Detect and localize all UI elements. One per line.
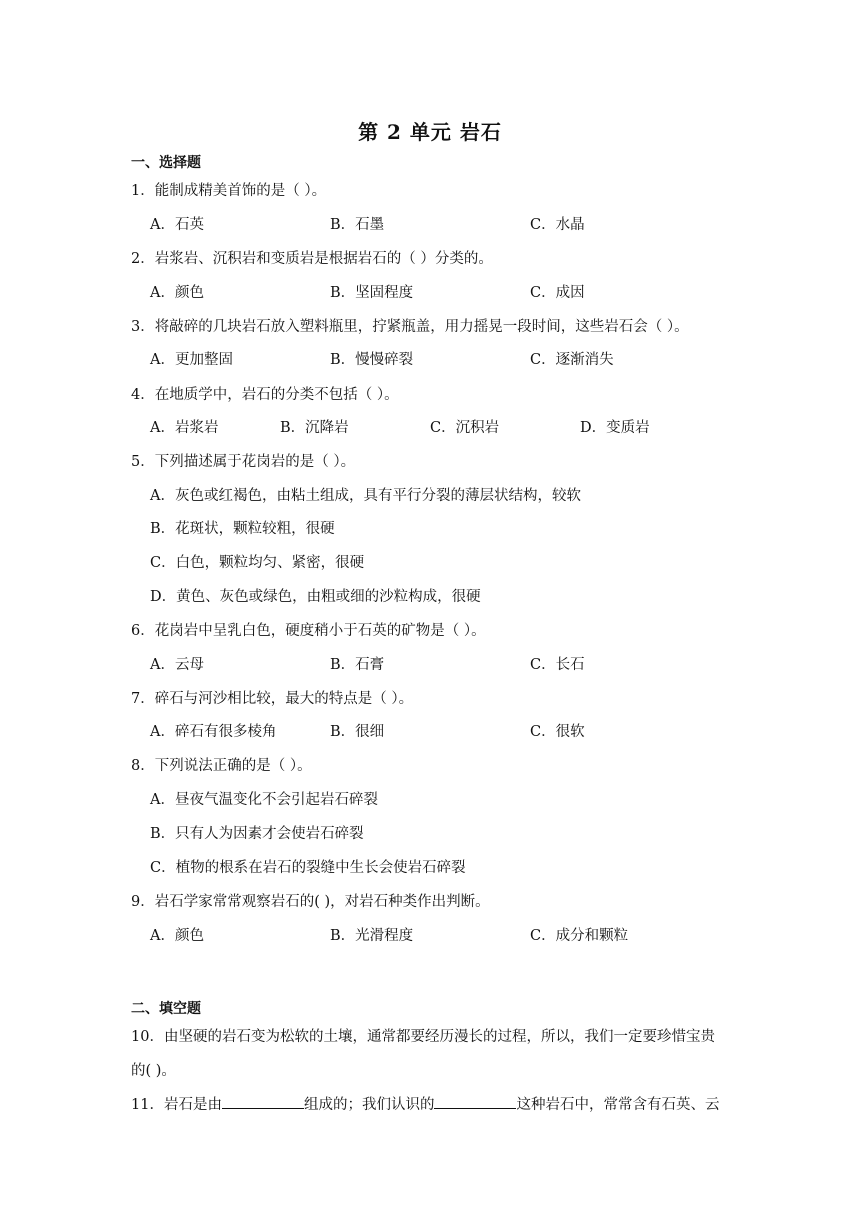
- page-title: 第 2 单元 岩石: [358, 120, 502, 144]
- option: C．长石: [530, 657, 585, 673]
- option: D．变质岩: [580, 420, 650, 436]
- option: A．云母: [150, 657, 204, 673]
- question-stem: 1．能制成精美首饰的是（ ）。: [131, 183, 327, 199]
- option: A．碎石有很多棱角: [150, 724, 277, 740]
- option: D．黄色、灰色或绿色，由粗或细的沙粒构成，很硬: [150, 589, 481, 605]
- option: A．颜色: [150, 285, 204, 301]
- q11-part: 11．岩石是由: [131, 1097, 222, 1113]
- option: B．只有人为因素才会使岩石碎裂: [150, 826, 364, 842]
- options-row: [150, 281, 750, 301]
- options-row: [150, 924, 750, 944]
- option: C．很软: [530, 724, 585, 740]
- option: C．沉积岩: [430, 420, 500, 436]
- option: B．光滑程度: [330, 928, 414, 944]
- option: A．灰色或红褐色，由粘土组成，具有平行分裂的薄层状结构，较软: [150, 488, 581, 504]
- question-stem: 5．下列描述属于花岗岩的是（ ）。: [131, 454, 356, 470]
- option: B．慢慢碎裂: [330, 352, 414, 368]
- section-heading-fill: 二、填空题: [131, 1001, 201, 1017]
- option: C．成因: [530, 285, 585, 301]
- option: C．成分和颗粒: [530, 928, 629, 944]
- options-row: [150, 348, 750, 368]
- option: B．石墨: [330, 217, 385, 233]
- options-row: [150, 416, 750, 436]
- option: C．白色，颗粒均匀、紧密，很硬: [150, 555, 365, 571]
- options-row: [150, 720, 750, 740]
- option: C．植物的根系在岩石的裂缝中生长会使岩石碎裂: [150, 860, 466, 876]
- option: A．颜色: [150, 928, 204, 944]
- option: B．坚固程度: [330, 285, 414, 301]
- option: B．很细: [330, 724, 385, 740]
- section-heading-choice: 一、选择题: [131, 155, 201, 171]
- option: B．沉降岩: [280, 420, 349, 436]
- question-stem: 6．花岗岩中呈乳白色，硬度稍小于石英的矿物是（ ）。: [131, 623, 486, 639]
- option: B．石膏: [330, 657, 385, 673]
- question-stem: 9．岩石学家常常观察岩石的( )，对岩石种类作出判断。: [131, 894, 490, 910]
- option: A．昼夜气温变化不会引起岩石碎裂: [150, 792, 378, 808]
- options-row: [150, 653, 750, 673]
- question-stem: 3．将敲碎的几块岩石放入塑料瓶里，拧紧瓶盖，用力摇晃一段时间，这些岩石会（ ）。: [131, 319, 689, 335]
- q11-part: 组成的；我们认识的: [303, 1097, 435, 1113]
- option: A．石英: [150, 217, 204, 233]
- question-stem: 2．岩浆岩、沉积岩和变质岩是根据岩石的（ ）分类的。: [131, 251, 493, 267]
- option: B．花斑状，颗粒较粗，很硬: [150, 521, 335, 537]
- question-stem: 10．由坚硬的岩石变为松软的土壤，通常都要经历漫长的过程，所以，我们一定要珍惜宝贵: [131, 1029, 715, 1045]
- question-stem: 7．碎石与河沙相比较，最大的特点是（ ）。: [131, 691, 414, 707]
- option: A．岩浆岩: [150, 420, 219, 436]
- question-stem: 4．在地质学中，岩石的分类不包括（ ）。: [131, 387, 399, 403]
- options-row: [150, 213, 750, 233]
- answer-blank[interactable]: [222, 1094, 304, 1109]
- option: C．逐渐消失: [530, 352, 614, 368]
- option: A．更加整固: [150, 352, 233, 368]
- question-stem-cont: 的( )。: [131, 1063, 176, 1079]
- question-stem: [131, 1093, 719, 1114]
- answer-blank[interactable]: [434, 1094, 516, 1109]
- q11-part: 这种岩石中，常常含有石英、云: [516, 1097, 720, 1113]
- option: C．水晶: [530, 217, 585, 233]
- question-stem: 8．下列说法正确的是（ ）。: [131, 758, 312, 774]
